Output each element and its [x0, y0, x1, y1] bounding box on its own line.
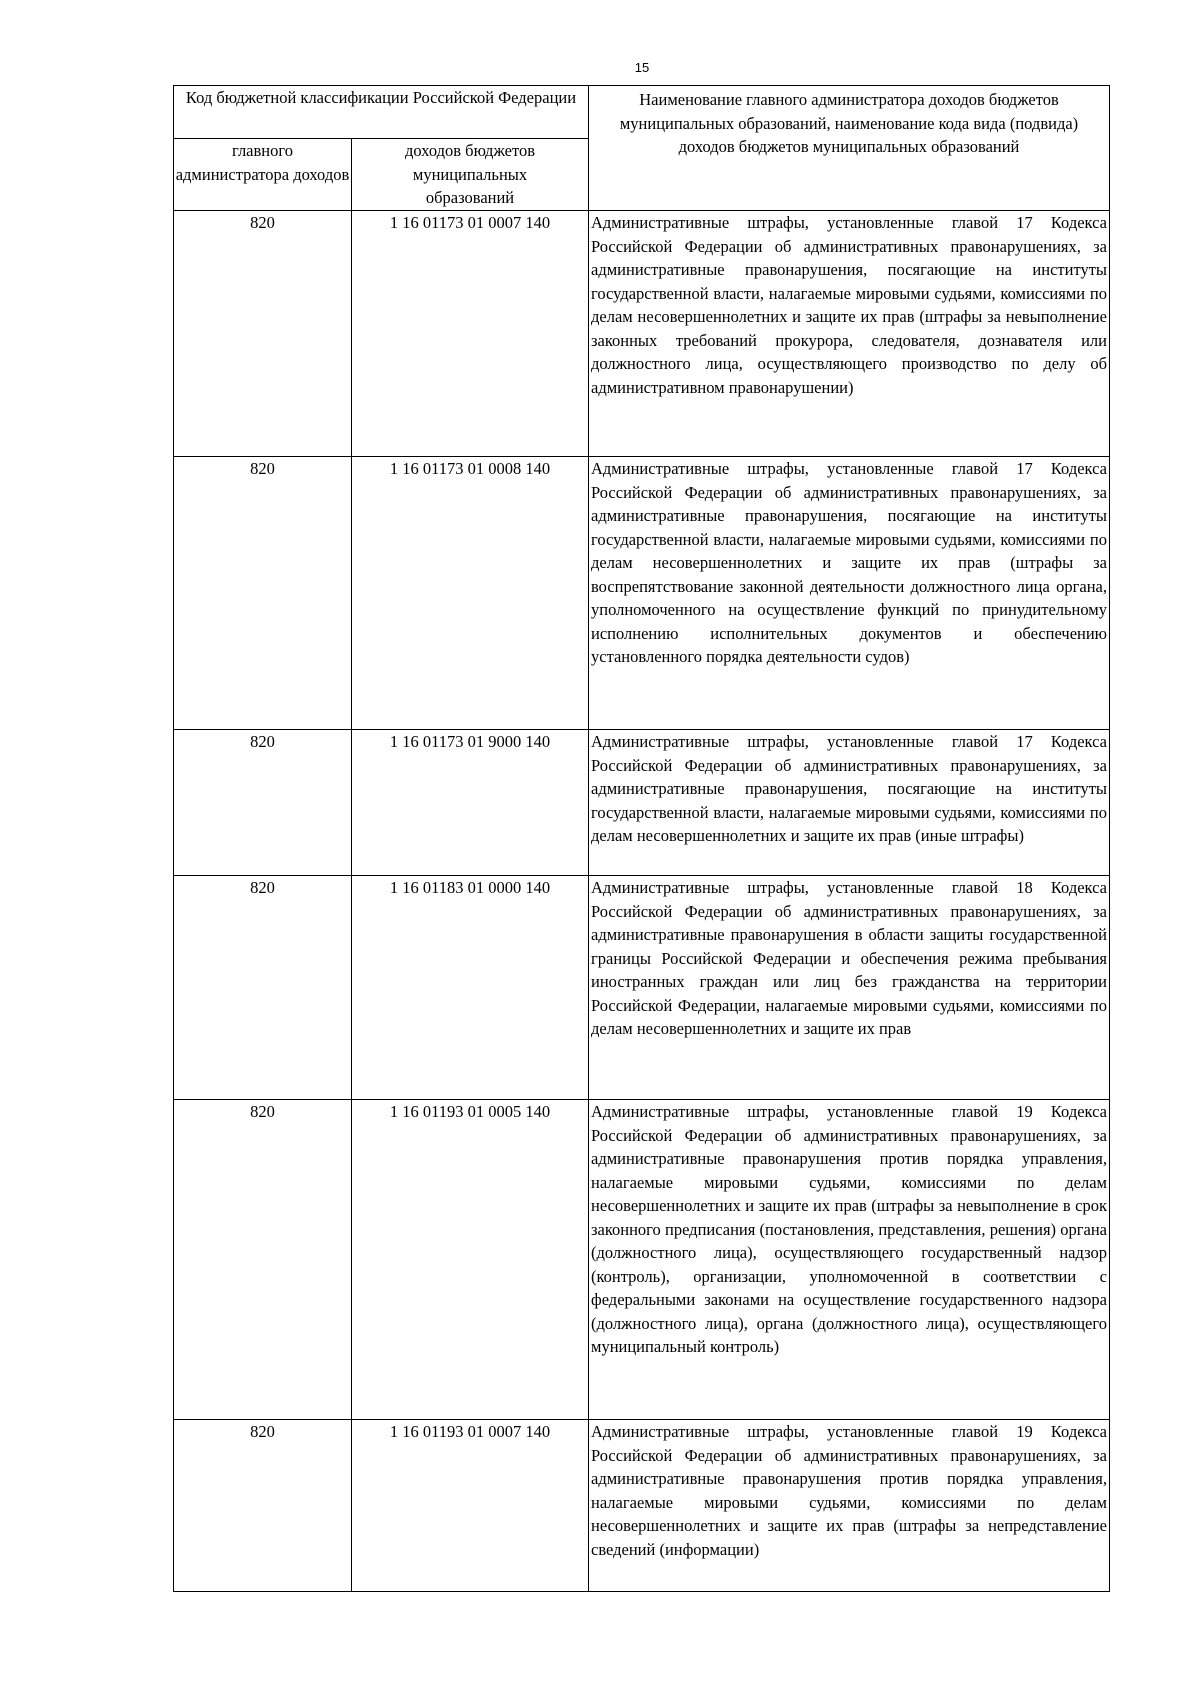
admin-column-header: главного администратора доходов — [174, 139, 352, 211]
admin-code-cell: 820 — [174, 211, 352, 457]
income-name-cell: Административные штрафы, установленные главой 19 Кодекса Российской Федерации об административных правонарушениях, за административные правонарушения против порядка управления, налагаемые мировыми судьями, комиссиями по делам несовершеннолетних и защите их прав (штрафы за невыполнение в срок законного предписания (постановления, представления, решения) органа (должностного лица), осуществляющего государственный надзор (контроль), организации, уполномоченной в соответствии с федеральными законами на осуществление государственного надзора (должностного лица), органа (должностного лица), осуществляющего муниципальный контроль) — [589, 1100, 1110, 1420]
budget-classification-table — [173, 85, 1110, 1592]
admin-code-cell: 820 — [174, 1100, 352, 1420]
table-header-row — [174, 86, 1110, 139]
admin-code-cell: 820 — [174, 1420, 352, 1592]
table-row — [174, 876, 1110, 1100]
table-row — [174, 1420, 1110, 1592]
table-row — [174, 457, 1110, 730]
admin-code-cell: 820 — [174, 457, 352, 730]
income-name-cell: Административные штрафы, установленные главой 19 Кодекса Российской Федерации об административных правонарушениях, за административные правонарушения против порядка управления, налагаемые мировыми судьями, комиссиями по делам несовершеннолетних и защите их прав (штрафы за непредставление сведений (информации) — [589, 1420, 1110, 1592]
table-row — [174, 730, 1110, 876]
code-column-header: доходов бюджетов муниципальных образований — [352, 139, 589, 211]
admin-code-cell: 820 — [174, 876, 352, 1100]
income-name-cell: Административные штрафы, установленные главой 18 Кодекса Российской Федерации об административных правонарушениях, за административные правонарушения в области защиты государственной границы Российской Федерации и обеспечения режима пребывания иностранных граждан или лиц без гражданства на территории Российской Федерации, налагаемые мировыми судьями, комиссиями по делам несовершеннолетних и защите их прав — [589, 876, 1110, 1100]
income-name-cell: Административные штрафы, установленные главой 17 Кодекса Российской Федерации об административных правонарушениях, за административные правонарушения, посягающие на институты государственной власти, налагаемые мировыми судьями, комиссиями по делам несовершеннолетних и защите их прав (штрафы за воспрепятствование законной деятельности должностного лица органа, уполномоченного на осуществление функций по принудительному исполнению исполнительных документов и обеспечению установленного порядка деятельности судов) — [589, 457, 1110, 730]
income-code-cell: 1 16 01173 01 0008 140 — [352, 457, 589, 730]
income-name-cell: Административные штрафы, установленные главой 17 Кодекса Российской Федерации об административных правонарушениях, за административные правонарушения, посягающие на институты государственной власти, налагаемые мировыми судьями, комиссиями по делам несовершеннолетних и защите их прав (иные штрафы) — [589, 730, 1110, 876]
page-number: 15 — [634, 60, 650, 75]
name-column-header: Наименование главного администратора доходов бюджетов муниципальных образований, наименование кода вида (подвида) доходов бюджетов муниципальных образований — [589, 86, 1110, 211]
table-row — [174, 211, 1110, 457]
income-code-cell: 1 16 01183 01 0000 140 — [352, 876, 589, 1100]
kbk-group-header: Код бюджетной классификации Российской Федерации — [174, 86, 589, 139]
income-code-cell: 1 16 01173 01 9000 140 — [352, 730, 589, 876]
income-code-cell: 1 16 01193 01 0007 140 — [352, 1420, 589, 1592]
income-name-cell: Административные штрафы, установленные главой 17 Кодекса Российской Федерации об административных правонарушениях, за административные правонарушения, посягающие на институты государственной власти, налагаемые мировыми судьями, комиссиями по делам несовершеннолетних и защите их прав (штрафы за невыполнение законных требований прокурора, следователя, дознавателя или должностного лица, осуществляющего производство по делу об административном правонарушении) — [589, 211, 1110, 457]
income-code-cell: 1 16 01173 01 0007 140 — [352, 211, 589, 457]
table-row — [174, 1100, 1110, 1420]
admin-code-cell: 820 — [174, 730, 352, 876]
income-code-cell: 1 16 01193 01 0005 140 — [352, 1100, 589, 1420]
